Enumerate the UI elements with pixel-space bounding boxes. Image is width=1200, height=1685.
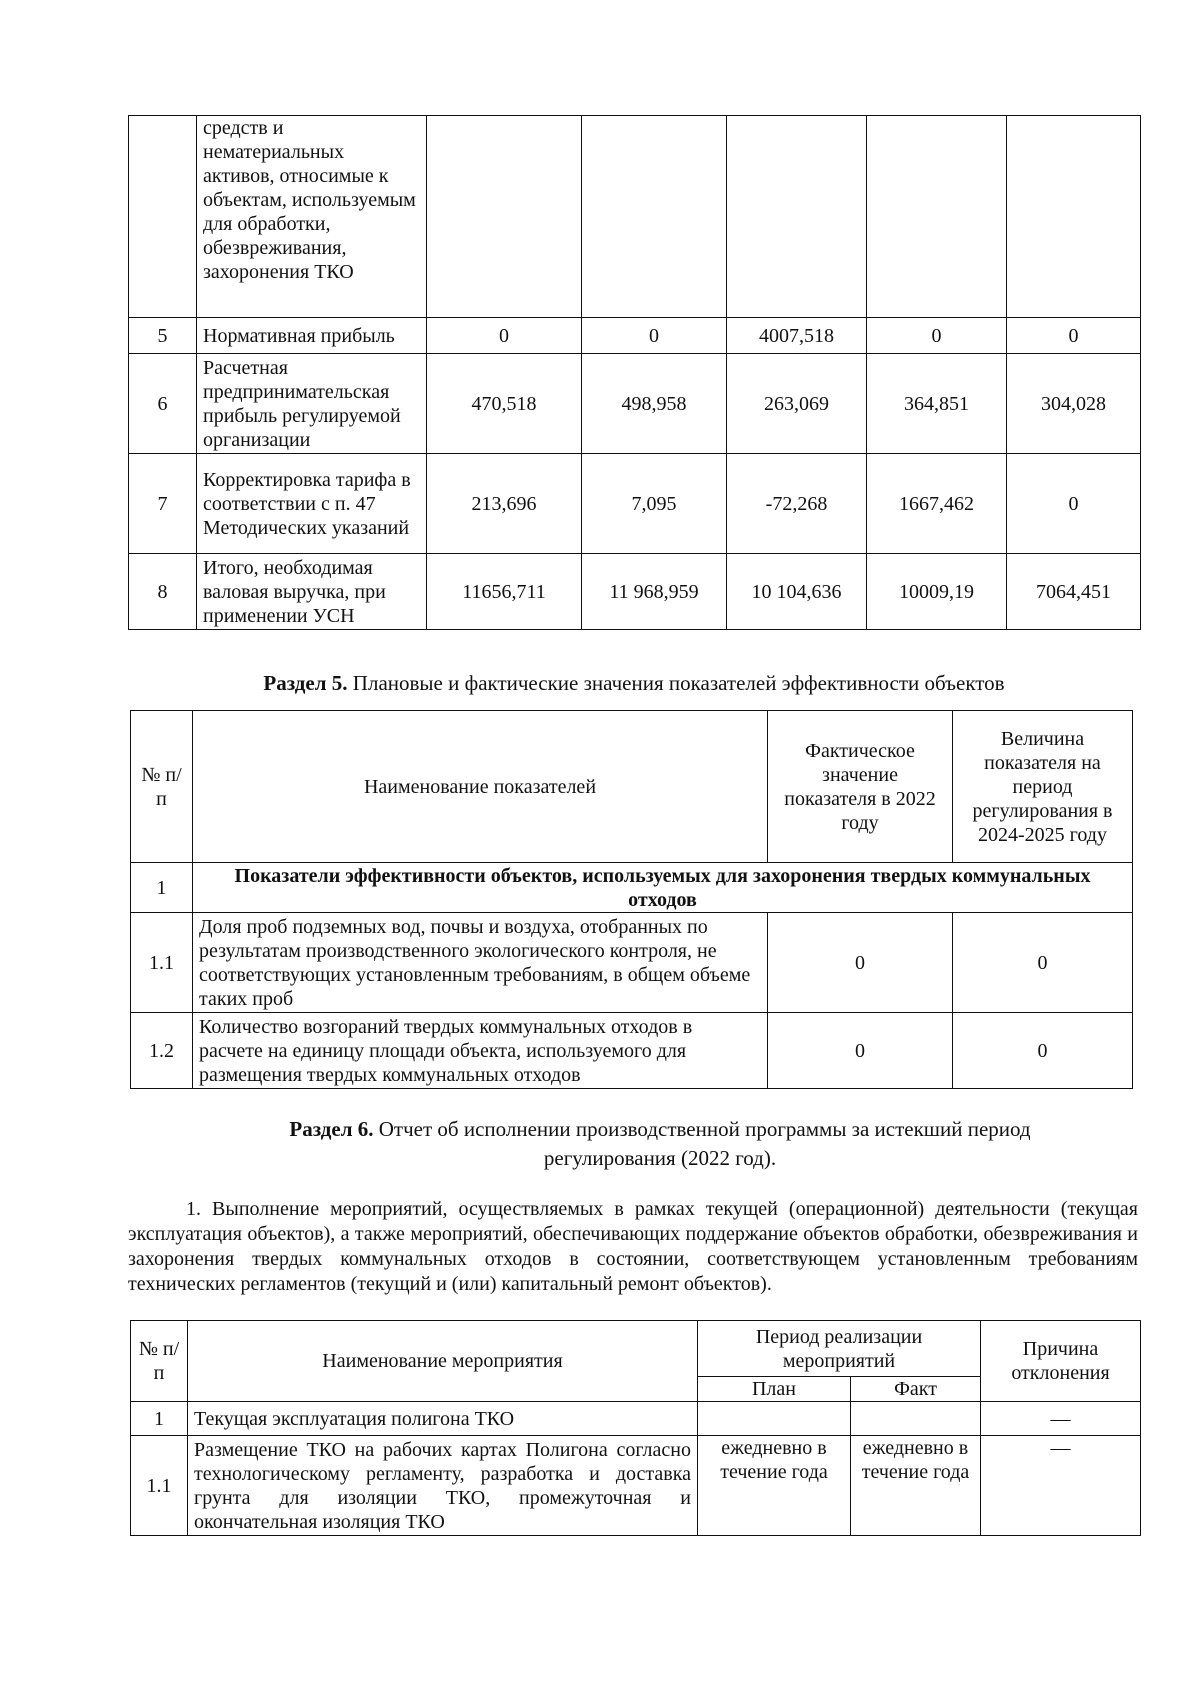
row-number: 6 [129,354,197,454]
financial-table [128,115,1141,630]
row-value: 4007,518 [727,318,867,354]
row-name: Расчетная предпринимательская прибыль регулируемой организации [197,354,427,454]
row-name: средств и нематериальных активов, относимые к объектам, используемым для обработки, обезвреживания, захоронения ТКО [197,116,427,318]
table-group-row [131,863,1133,913]
row-value: 10 104,636 [727,554,867,630]
header-actual: Фактическое значение показателя в 2022 году [768,711,953,863]
row-actual: 0 [768,1013,953,1089]
header-plan: Величина показателя на период регулирования в 2024-2025 году [953,711,1133,863]
group-number: 1 [131,863,193,913]
row-name: Итого, необходимая валовая выручка, при применении УСН [197,554,427,630]
row-value [727,116,867,318]
row-value: 11656,711 [427,554,582,630]
table-row [131,1436,1141,1536]
header-name: Наименование показателей [193,711,768,863]
row-number: 1.1 [131,913,193,1013]
row-value: 0 [867,318,1007,354]
section5-title: Раздел 5. Плановые и фактические значения показателей эффективности объектов [263,671,1005,695]
header-fact: Факт [851,1377,981,1402]
row-plan [698,1402,851,1436]
table-header-row [131,1321,1141,1377]
row-value: 7064,451 [1007,554,1141,630]
row-number: 1 [131,1402,188,1436]
row-name: Доля проб подземных вод, почвы и воздуха, отобранных по результатам производственного экологического контроля, не соответствующих установленным требованиям, в общем объеме таких проб [193,913,768,1013]
row-name: Размещение ТКО на рабочих картах Полигона согласно технологическому регламенту, разработка и доставка грунта для изоляции ТКО, промежуточная и окончательная изоляция ТКО [188,1436,698,1536]
row-value: 304,028 [1007,354,1141,454]
table-row [129,318,1141,354]
row-value: 0 [1007,454,1141,554]
row-value: 263,069 [727,354,867,454]
table-row [131,1013,1133,1089]
header-name: Наименование мероприятия [188,1321,698,1402]
row-number: 5 [129,318,197,354]
table-header-row [131,711,1133,863]
row-name: Корректировка тарифа в соответствии с п. 47 Методических указаний [197,454,427,554]
header-num: № п/п [131,1321,188,1402]
row-fact: ежедневно в течение года [851,1436,981,1536]
row-value: 364,851 [867,354,1007,454]
table-row [129,454,1141,554]
row-reason: — [981,1402,1141,1436]
table-row [129,116,1141,318]
row-number: 7 [129,454,197,554]
row-value: 1667,462 [867,454,1007,554]
row-value: 0 [582,318,727,354]
row-value: -72,268 [727,454,867,554]
row-number: 1.1 [131,1436,188,1536]
row-actual: 0 [768,913,953,1013]
row-value: 0 [427,318,582,354]
efficiency-table [130,710,1133,1089]
header-reason: Причина отклонения [981,1321,1141,1402]
row-fact [851,1402,981,1436]
row-name: Количество возгораний твердых коммунальных отходов в расчете на единицу площади объекта, используемого для размещения твердых коммунальных отходов [193,1013,768,1089]
row-value: 11 968,959 [582,554,727,630]
row-value [1007,116,1141,318]
header-num: № п/п [131,711,193,863]
table-row [129,554,1141,630]
table-row [131,913,1133,1013]
row-reason: — [981,1436,1141,1536]
header-period: Период реализации мероприятий [698,1321,981,1377]
row-plan: 0 [953,1013,1133,1089]
program-table [130,1320,1141,1536]
group-title: Показатели эффективности объектов, используемых для захоронения твердых коммунальных отходов [193,863,1133,913]
row-value [582,116,727,318]
row-value: 7,095 [582,454,727,554]
row-value [867,116,1007,318]
row-number [129,116,197,318]
row-value: 10009,19 [867,554,1007,630]
row-plan: ежедневно в течение года [698,1436,851,1536]
row-value: 213,696 [427,454,582,554]
row-value: 470,518 [427,354,582,454]
row-name: Нормативная прибыль [197,318,427,354]
row-value: 498,958 [582,354,727,454]
row-plan: 0 [953,913,1133,1013]
table-row [131,1402,1141,1436]
row-number: 8 [129,554,197,630]
row-number: 1.2 [131,1013,193,1089]
section6-title: Раздел 6. Отчет об исполнении производственной программы за истекший период регулирования (2022 год). [289,1117,1031,1170]
table-row [129,354,1141,454]
row-value [427,116,582,318]
header-plan: План [698,1377,851,1402]
row-value: 0 [1007,318,1141,354]
row-name: Текущая эксплуатация полигона ТКО [188,1402,698,1436]
section6-paragraph: 1. Выполнение мероприятий, осуществляемых в рамках текущей (операционной) деятельности (текущая эксплуатация объектов), а также мероприятий, обеспечивающих поддержание объектов обработки, обезвреживания и захоронения твердых коммунальных отходов в состоянии, соответствующем установленным требованиям технических регламентов (текущий и (или) капитальный ремонт объектов). [128,1198,1138,1295]
